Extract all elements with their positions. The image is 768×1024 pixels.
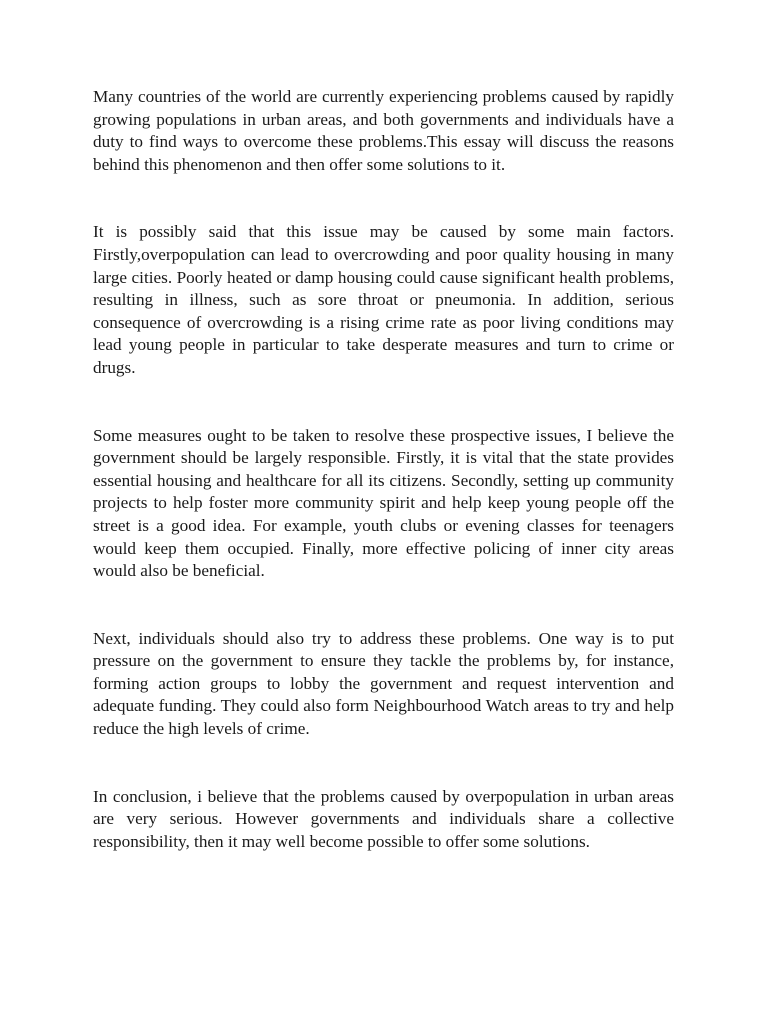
paragraph-introduction: Many countries of the world are currently experiencing problems caused by rapidly growing populations in urban areas, and both governments and individuals have a duty to find ways to overcome these problems.This essay will discuss the reasons behind this phenomenon and then offer some solutions to it. <box>93 87 674 174</box>
essay-body <box>93 86 674 853</box>
paragraph-conclusion: In conclusion, i believe that the problems caused by overpopulation in urban areas are very serious. However governments and individuals share a collective responsibility, then it may well become possible to offer some solutions. <box>93 786 674 851</box>
paragraph-individual-actions: Next, individuals should also try to address these problems. One way is to put pressure on the government to ensure they tackle the problems by, for instance, forming action groups to lobby the government and request intervention and adequate funding. They could also form Neighbourhood Watch areas to try and help reduce the high levels of crime. <box>93 628 674 739</box>
paragraph-government-measures: Some measures ought to be taken to resolve these prospective issues, I believe the government should be largely responsible. Firstly, it is vital that the state provides essential housing and healthcare for all its citizens. Secondly, setting up community projects to help foster more community spirit and help keep young people off the street is a good idea. For example, youth clubs or evening classes for teenagers would keep them occupied. Finally, more effective policing of inner city areas would also be beneficial. <box>93 425 674 581</box>
paragraph-causes: It is possibly said that this issue may be caused by some main factors. Firstly,overpopulation can lead to overcrowding and poor quality housing in many large cities. Poorly heated or damp housing could cause significant health problems, resulting in illness, such as sore throat or pneumonia. In addition, serious consequence of overcrowding is a rising crime rate as poor living conditions may lead young people in particular to take desperate measures and turn to crime or drugs. <box>93 222 674 377</box>
